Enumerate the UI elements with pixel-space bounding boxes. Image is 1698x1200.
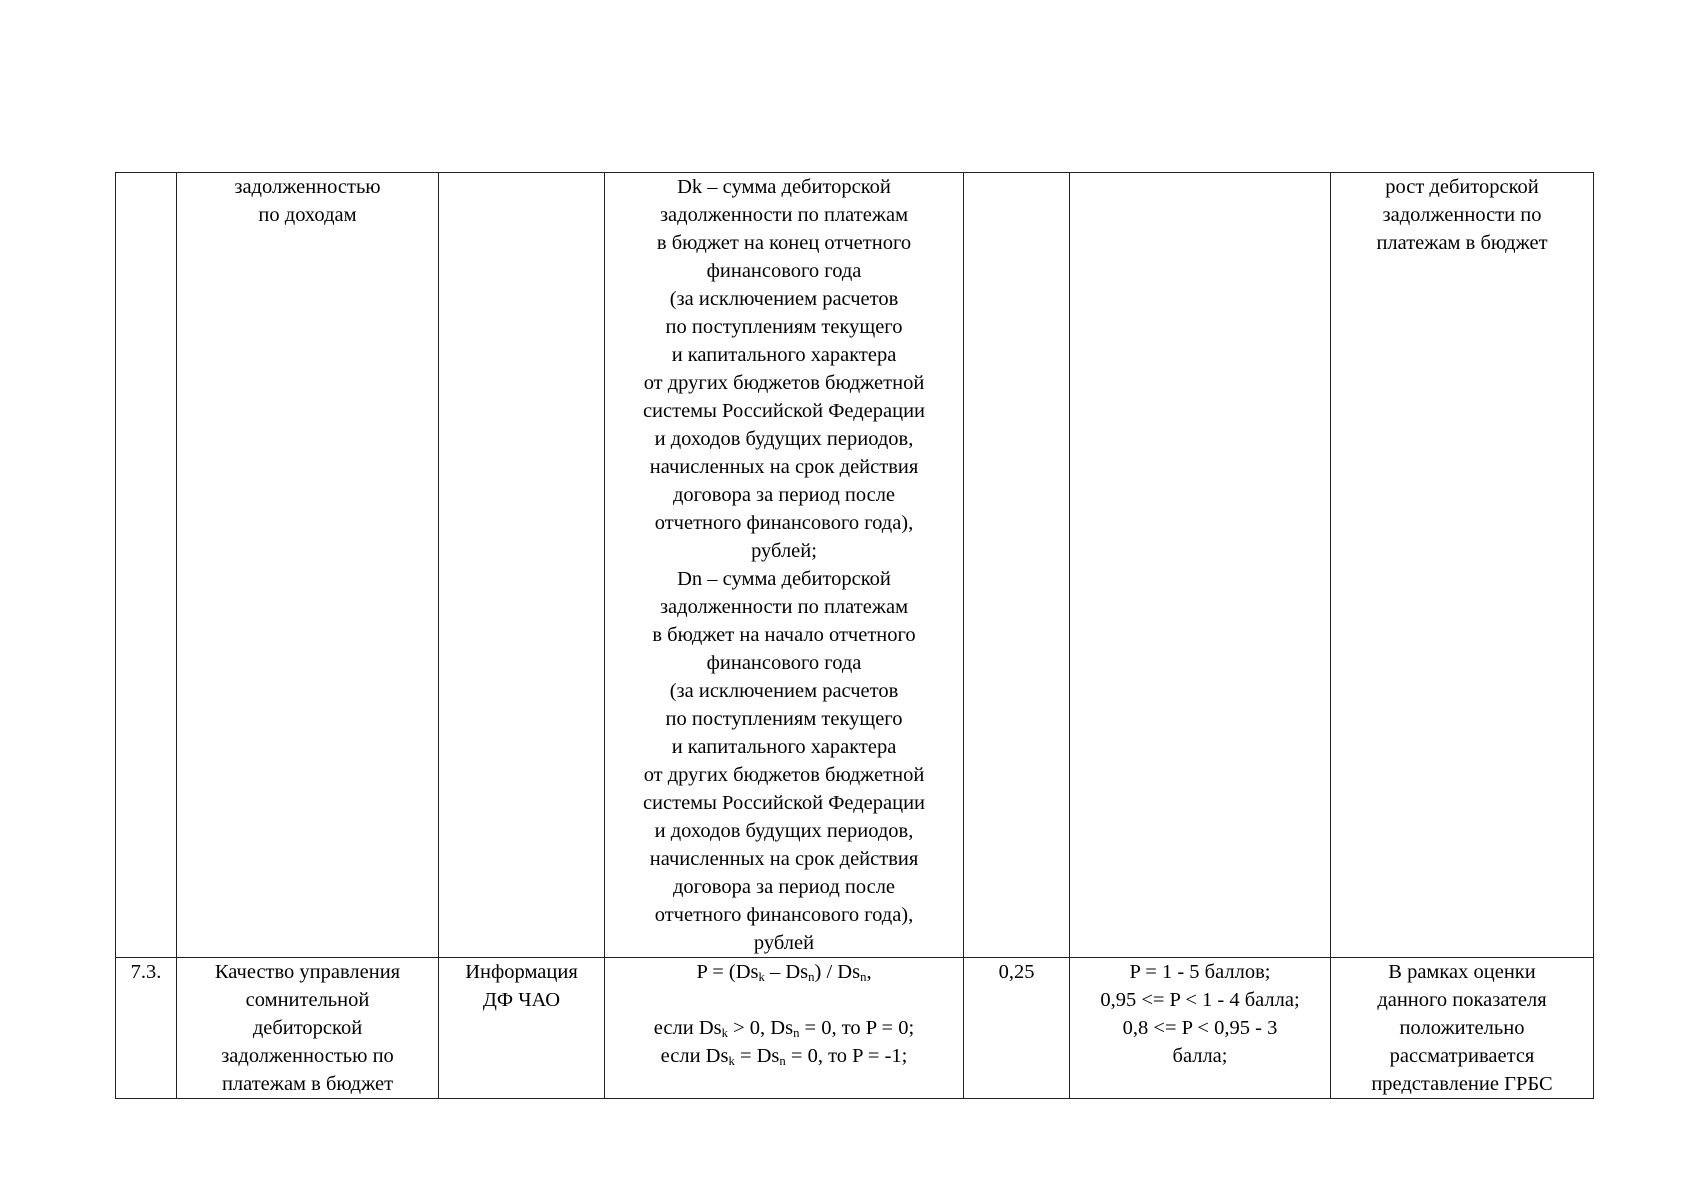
- cell-scale: P = 1 - 5 баллов; 0,95 <= P < 1 - 4 балла; 0,8 <= P < 0,95 - 3 балла;: [1070, 958, 1331, 1099]
- formula-condition-1: если $Ds_k > 0$, $Ds_n = 0$, то P = 0;: [653, 1017, 915, 1041]
- formula-main: $P = (Ds_k - Ds_n) / Ds_n$,: [696, 961, 872, 985]
- cell-comment: рост дебиторской задолженности по платежам в бюджет: [1331, 173, 1594, 958]
- cell-indicator-name: задолженностью по доходам: [177, 173, 439, 958]
- formula-condition-2: если $Ds_k = Ds_n = 0$, то P = -1;: [660, 1045, 908, 1069]
- table-row-7-3: [116, 958, 1594, 1099]
- cell-indicator-name: Качество управления сомнительной дебиторской задолженностью по платежам в бюджет: [177, 958, 439, 1099]
- cell-formula: Dk – сумма дебиторской задолженности по платежам в бюджет на конец отчетного финансового года (за исключением расчетов по поступлениям текущего и капитального характера от других бюджетов бюджетной системы Российской Федерации и доходов будущих периодов, начисленных на срок действия договора за период после отчетного финансового года), рублей; Dn – сумма дебиторской задолженности по платежам в бюджет на начало отчетного финансового года (за исключением расчетов по поступлениям текущего и капитального характера от других бюджетов бюджетной системы Российской Федерации и доходов будущих периодов, начисленных на срок действия договора за период после отчетного финансового года), рублей: [605, 173, 964, 958]
- cell-scale: [1070, 173, 1331, 958]
- indicator-table: [115, 172, 1594, 1099]
- cell-weight: [964, 173, 1070, 958]
- cell-comment: В рамках оценки данного показателя положительно рассматривается представление ГРБС: [1331, 958, 1594, 1099]
- table-row-continued: [116, 173, 1594, 958]
- cell-weight: 0,25: [964, 958, 1070, 1099]
- cell-number: [116, 173, 177, 958]
- cell-formula: [605, 958, 964, 1099]
- cell-source: Информация ДФ ЧАО: [439, 958, 605, 1099]
- cell-number: 7.3.: [116, 958, 177, 1099]
- cell-source: [439, 173, 605, 958]
